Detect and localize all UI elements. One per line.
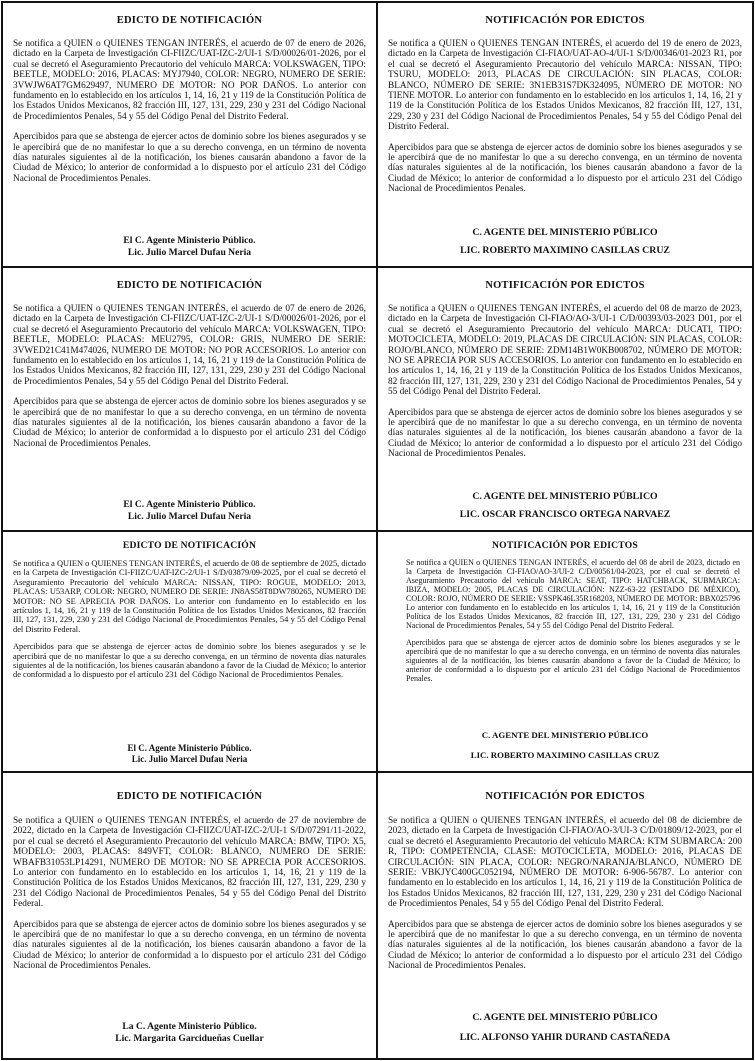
signature-name: LIC. ROBERTO MAXIMINO CASILLAS CRUZ (460, 245, 670, 256)
notice-signature (378, 1008, 752, 1048)
signature-title: C. AGENTE DEL MINISTERIO PÚBLICO (472, 227, 658, 238)
notice-5 (1, 530, 378, 773)
signature-title: El C. Agente Ministerio Público. (123, 235, 256, 246)
notice-title: EDICTO DE NOTIFICACIÓN (116, 15, 263, 26)
notice-body: Se notifica a QUIEN o QUIENES TENGAN INTERÉS, el acuerdo de 07 de enero de 2026, dictado en la Carpeta de Investigación CI-FIIZC/UAT-IZC-2/UI-1 S/D/00026/01-2026, por el cual se decretó el Aseguramiento Precautorio del vehículo MARCA: VOLKSWAGEN, TIPO: BEETLE, MODELO: 2016, PLACAS: MYJ7940, COLOR: NEGRO, NUMERO DE SERIE: 3VWJW6AT7GM629497, NUMERO DE MOTOR: NO POR DAÑOS. Lo anterior con fundamento en lo establecido en los artículos 1, 14, 16, 21 y 119 de la Constitución Política de los Estados Unidos Mexicanos, 82 fracción III, 127, 131, 229, 230 y 231 del Código Nacional de Procedimientos Penales, 54 y 55 del Código Penal del Distrito Federal. (13, 39, 366, 122)
notice-signature (378, 224, 752, 260)
notice-2 (376, 1, 754, 268)
notice-7 (1, 771, 378, 1060)
signature-name: LIC. ROBERTO MAXIMINO CASILLAS CRUZ (470, 750, 660, 760)
notice-signature (3, 499, 376, 522)
notice-signature (378, 725, 752, 765)
signature-name: LIC. OSCAR FRANCISCO ORTEGA NARVAEZ (459, 509, 671, 520)
notice-8 (376, 771, 754, 1060)
notice-warning: Apercibidos para que se abstenga de ejercer actos de dominio sobre los bienes asegurados y se le apercibirá que de no manifestar lo que a su derecho convenga, en un término de noventa días naturales siguientes al de la notificación, los bienes causarán abandono a favor de la Ciudad de México; lo anterior de conformidad a lo dispuesto por el artículo 231 del Código Nacional de Procedimientos Penales. (388, 407, 742, 460)
signature-name: Lic. Julio Marcel Dufau Neria (127, 510, 252, 522)
notice-title: EDICTO DE NOTIFICACIÓN (116, 791, 263, 802)
notice-body: Se notifica a QUIEN o QUIENES TENGAN INTERÉS, el acuerdo del 08 de marzo de 2023, dictado en la Carpeta de Investigación CI-FIAO/AO-3/UI-1 C/D/00393/03-2023 D01, por el cual se decretó el Aseguramiento Precautorio del vehículo MARCA: DUCATI, TIPO: MOTOCICLETA, MODELO: 2019, PLACAS DE CIRCULACIÓN: SIN PLACAS, COLOR: ROJO/BLANCO, NÚMERO DE SERIE: ZDM14B1W0KB008702, NÚMERO DE MOTOR: NO SE APRECIA POR SUS ACCESORIOS. Lo anterior con fundamento en lo establecido en los artículos 1, 14, 16, 21 y 119 de la Constitución Política de los Estados Unidos Mexicanos, 82 fracción III, 127, 131, 229, 230 y 231 del Código Nacional de Procedimientos Penales, 54 y 55 del Código Penal del Distrito Federal. (388, 304, 742, 398)
notice-warning: Apercibidos para que se abstenga de ejercer actos de dominio sobre los bienes asegurados y se le apercibirá que de no manifestar lo que a su derecho convenga, en un término de noventa días naturales siguientes al de la notificación, los bienes causarán abandono a favor de la Ciudad de México; lo anterior de conformidad a lo dispuesto por el artículo 231 del Código Nacional de Procedimientos Penales. (388, 142, 742, 195)
notice-body: Se notifica a QUIEN o QUIENES TENGAN INTERÉS, el acuerdo del 19 de enero de 2023, dictado en la Carpeta de Investigación CI-FIAO/UAT-AO-4/UI-1 S/D/00346/01-2023 R1, por el cual se decretó el Aseguramiento Precautorio del vehículo MARCA: NISSAN, TIPO: TSURU, MODELO: 2013, PLACAS DE CIRCULACIÓN: SIN PLACAS, COLOR: BLANCO, NÚMERO DE SERIE: 3N1EB31S7DK324095, NÚMERO DE MOTOR: NO TIENE MOTOR. Lo anterior con fundamento en lo establecido en los artículos 1, 14, 16, 21 y 119 de la Constitución Política de los Estados Unidos Mexicanos, 82 fracción III, 127, 131, 229, 230 y 231 del Código Nacional de Procedimientos Penales, 54 y 55 del Código Penal del Distrito Federal. (388, 39, 742, 133)
notice-1 (1, 1, 378, 268)
notice-title: NOTIFICACIÓN POR EDICTOS (492, 540, 638, 551)
notice-title: EDICTO DE NOTIFICACIÓN (116, 280, 263, 291)
signature-title: El C. Agente Ministerio Público. (127, 743, 252, 753)
signature-name: LIC. ALFONSO YAHIR DURAND CASTAÑEDA (459, 1032, 671, 1043)
notice-body: Se notifica a QUIEN o QUIENES TENGAN INTERÉS, el acuerdo de 08 de septiembre de 2025, dictado en la Carpeta de Investigación CI-FIIZC/UAT-IZC-2/UI-1 S/D/03879/09-2025, por el cual se decretó el Aseguramiento Precautorio del vehículo MARCA: NISSAN, TIPO: ROGUE, MODELO: 2013, PLACAS: U53ARP, COLOR: NEGRO, NUMERO DE SERIE: JN8AS58T8DW780265, NUMERO DE MOTOR: NO SE APRECIA POR DAÑOS. Lo anterior con fundamento en lo establecido en los artículos 1, 14, 16, 21 y 119 de la Constitución Política de los Estados Unidos Mexicanos, 82 fracción III, 127, 131, 229, 230 y 231 del Código Nacional de Procedimientos Penales, 54 y 55 del Código Penal del Distrito Federal. (13, 559, 366, 634)
signature-title: El C. Agente Ministerio Público. (123, 499, 256, 510)
notice-warning: Apercibidos para que se abstenga de ejercer actos de dominio sobre los bienes asegurados y se le apercibirá que de no manifestar lo que a su derecho convenga, en un término de noventa días naturales siguientes al de la notificación, los bienes causarán abandono a favor de la Ciudad de México; lo anterior de conformidad a lo dispuesto por el artículo 231 del Código Nacional de Procedimientos Penales. (13, 642, 366, 680)
notice-warning: Apercibidos para que se abstenga de ejercer actos de dominio sobre los bienes asegurados y se le apercibirá que de no manifestar lo que a su derecho convenga, en un término de noventa días naturales siguientes al de la notificación, los bienes causarán abandono a favor de la Ciudad de México; lo anterior de conformidad a lo dispuesto por el artículo 231 del Código Nacional de Procedimientos Penales. (13, 132, 366, 184)
notice-warning: Apercibidos para que se abstenga de ejercer actos de dominio sobre los bienes asegurados y se le apercibirá que de no manifestar lo que a su derecho convenga, en un término de noventa días naturales siguientes al de la notificación, los bienes causarán abandono a favor de la Ciudad de México; lo anterior de conformidad a lo dispuesto por el artículo 231 del Código Nacional de Procedimientos Penales. (13, 919, 366, 972)
signature-title: La C. Agente Ministerio Público. (122, 1021, 257, 1032)
notice-warning: Apercibidos para que se abstenga de ejercer actos de dominio sobre los bienes asegurados y se le apercibirá que de no manifestar lo que a su derecho convenga, en un término de noventa días naturales siguientes al de la notificación, los bienes causarán abandono a favor de la Ciudad de México; lo anterior de conformidad a lo dispuesto por el artículo 231 del Código Nacional de Procedimientos Penales. (388, 919, 742, 972)
notice-6 (376, 530, 754, 773)
signature-name: Lic. Margarita Garcidueñas Cuellar (115, 1032, 264, 1044)
notice-4 (376, 266, 754, 532)
notice-signature (3, 743, 376, 765)
signature-title: C. AGENTE DEL MINISTERIO PÚBLICO (472, 1012, 658, 1023)
signature-name: Lic. Julio Marcel Dufau Neria (127, 246, 252, 258)
signature-title: C. AGENTE DEL MINISTERIO PÚBLICO (472, 491, 658, 502)
notice-signature (3, 1021, 376, 1044)
notice-title: NOTIFICACIÓN POR EDICTOS (485, 15, 645, 26)
notice-body: Se notifica a QUIEN o QUIENES TENGAN INTERÉS, el acuerdo de 07 de enero de 2026, dictado en la Carpeta de Investigación CI-FIIZC/UAT-IZC-2/UI-1 S/D/00026/01-2026, por el cual se decretó el Aseguramiento Precautorio del vehículo MARCA: VOLKSWAGEN, TIPO: BEETLE, MODELO: PLACAS: MEU2795, COLOR: GRIS, NUMERO DE SERIE: 3VWED21C41M474026, NUMERO DE MOTOR: NO POR ACCESORIOS. Lo anterior con fundamento en lo establecido en los artículos 1, 14, 16, 21 y 119 de la Constitución Política de los Estados Unidos Mexicanos, 82 fracción III, 127, 131, 229, 230 y 231 del Código Nacional de Procedimientos Penales, 54 y 55 del Código Penal del Distrito Federal. (13, 304, 366, 387)
notice-title: NOTIFICACIÓN POR EDICTOS (485, 791, 645, 802)
notice-warning: Apercibidos para que se abstenga de ejercer actos de dominio sobre los bienes asegurados y se le apercibirá que de no manifestar lo que a su derecho convenga, en un término de noventa días naturales siguientes al de la notificación, los bienes causarán abandono a favor de la Ciudad de México; lo anterior de conformidad a lo dispuesto por el artículo 231 del Código Nacional de Procedimientos Penales. (406, 638, 740, 683)
notice-signature (378, 488, 752, 524)
signature-title: C. AGENTE DEL MINISTERIO PÚBLICO (481, 730, 649, 740)
notice-3 (1, 266, 378, 532)
notice-body: Se notifica a QUIEN o QUIENES TENGAN INTERÉS, el acuerdo del 08 de diciembre de 2023, dictado en la Carpeta de Investigación CI-FIAO/AO-3/UI-3 C/D/01809/12-2023, por el cual se decretó el Aseguramiento Precautorio del vehículo MARCA: KTM SUBMARCA: 200 R, TIPO: COMPETENCIA, CLASE: MOTOCICLETA, MODELO: 2016, PLACAS DE CIRCULACIÓN: SIN PLACA, COLOR: NEGRO/NARANJA/BLANCO, NÚMERO DE SERIE: VBKJYC400GC052194, NÚMERO DE MOTOR: 6-906-56787. Lo anterior con fundamento en lo establecido en los artículos 1, 14, 16, 21 y 119 de la Constitución Política de los Estados Unidos Mexicanos, 82 fracción III, 127, 131, 229, 230 y 231 del Código Nacional de Procedimientos Penales, 54 y 55 del Código Penal del Distrito Federal. (388, 816, 742, 910)
notice-signature (3, 235, 376, 258)
notice-body: Se notifica a QUIEN o QUIENES TENGAN INTERÉS, el acuerdo de 27 de noviembre de 2022, dictado en la Carpeta de Investigación CI-FIIZC/UAT-IZC-2/UI-1 S/D/07291/11-2022, por el cual se decretó el Aseguramiento Precautorio del vehículo MARCA: BMW, TIPO: X5, MODELO: 2003, PLACAS: 849VFT, COLOR: BLANCO, NUMERO DE SERIE: WBAFB31053LP14291, NUMERO DE MOTOR: NO SE APRECIA POR ACCESORIOS. Lo anterior con fundamento en lo establecido en los artículos 1, 14, 16, 21 y 119 de la Constitución Política de los Estados Unidos Mexicanos, 82 fracción III, 127, 131, 229, 230 y 231 del Código Nacional de Procedimientos Penales, 54 y 55 del Código Penal del Distrito Federal. (13, 816, 366, 910)
notice-title: EDICTO DE NOTIFICACIÓN (122, 540, 257, 551)
notice-warning: Apercibidos para que se abstenga de ejercer actos de dominio sobre los bienes asegurados y se le apercibirá que de no manifestar lo que a su derecho convenga, en un término de noventa días naturales siguientes al de la notificación, los bienes causarán abandono a favor de la Ciudad de México; lo anterior de conformidad a lo dispuesto por el artículo 231 del Código Nacional de Procedimientos Penales. (13, 397, 366, 449)
signature-name: Lic. Julio Marcel Dufau Neria (131, 754, 248, 764)
notice-body: Se notifica a QUIEN o QUIENES TENGAN INTERÉS, el acuerdo del 08 de abril de 2023, dictado en la Carpeta de Investigación CI-FIAO/AO-3/UI-2 C/D/00561/04-2023, por el cual se decretó el Aseguramiento Precautorio del vehículo MARCA: SEAT, TIPO: HATCHBACK, SUBMARCA: IBIZA, MODELO: 2005, PLACAS DE CIRCULACIÓN: NZZ-63-22 (ESTADO DE MÉXICO), COLOR: ROJO, NÚMERO DE SERIE: VSSPK46L35R168203, NÚMERO DE MOTOR: BBX025796 Lo anterior con fundamento en lo establecido en los artículos 1, 14, 16, 21 y 119 de la Constitución Política de los Estados Unidos Mexicanos, 82 fracción III, 127, 131, 229, 230 y 231 del Código Nacional de Procedimientos Penales, 54 y 55 del Código Penal del Distrito Federal. (406, 558, 740, 630)
notice-title: NOTIFICACIÓN POR EDICTOS (485, 280, 645, 291)
